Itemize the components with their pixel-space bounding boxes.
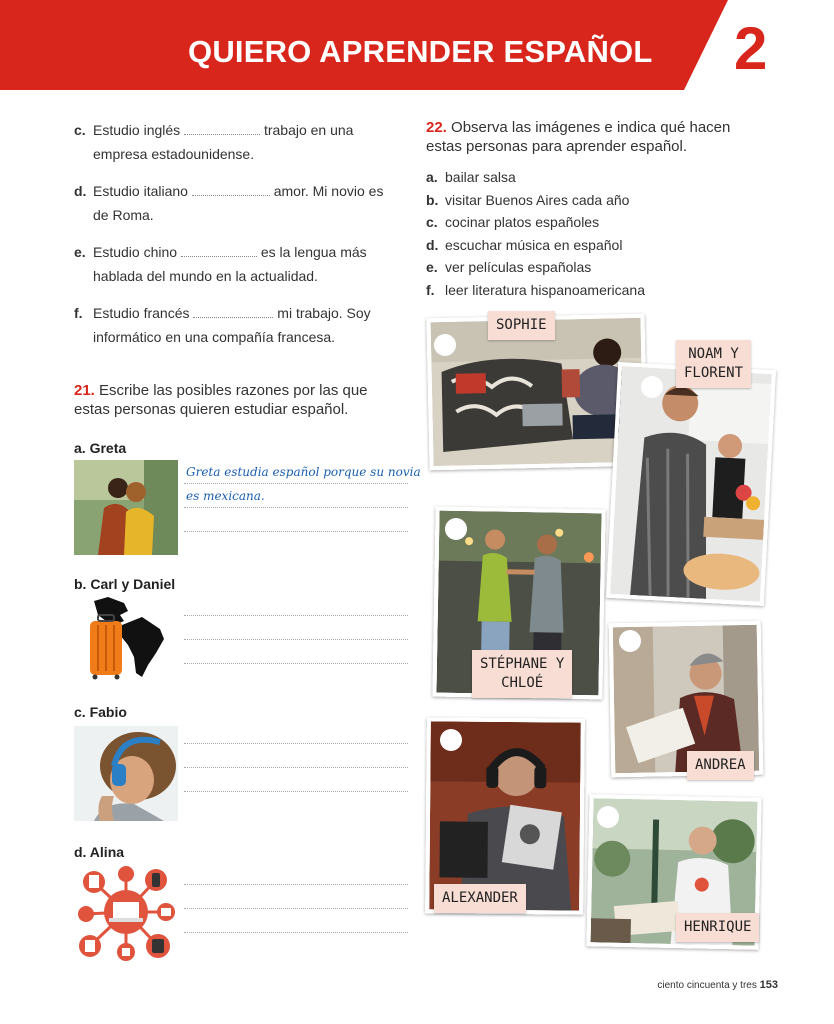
activity-list: [426, 166, 645, 301]
exercise-21-heading: 21. Escribe las posibles razones por las que estas personas quieren estudiar español.: [74, 382, 368, 418]
tag-andrea: ANDREA: [687, 751, 754, 780]
list-item: b. visitar Buenos Aires cada año: [426, 191, 630, 208]
page-number: 153: [759, 979, 778, 991]
answer-line[interactable]: [184, 616, 408, 640]
person-label-alina: d. Alina: [74, 844, 125, 860]
answer-line[interactable]: [184, 861, 408, 885]
answer-dot[interactable]: [440, 729, 462, 751]
answer-dot[interactable]: [445, 518, 467, 540]
answer-line[interactable]: [184, 909, 408, 933]
tag-noam-florent: NOAM Y FLORENT: [676, 340, 751, 388]
photo-greta: [74, 460, 178, 555]
answer-dot[interactable]: [597, 806, 619, 828]
answer-line[interactable]: [184, 720, 408, 744]
person-label-greta: a. Greta: [74, 440, 127, 456]
tag-alexander: ALEXANDER: [434, 884, 526, 913]
answer-dot[interactable]: [434, 334, 456, 356]
exercise-item-c: c. Estudio inglés trabajo en una empresa estadounidense.: [74, 122, 354, 162]
answer-lines-fabio: [184, 720, 408, 792]
photo-noam-florent: [606, 362, 776, 606]
fill-blank[interactable]: [192, 184, 270, 196]
title-banner: [0, 0, 834, 90]
suitcase-map-icon: [84, 595, 188, 681]
unit-number: 2: [734, 15, 768, 82]
answer-line[interactable]: [184, 508, 408, 532]
list-item: d. escuchar música en español: [426, 236, 623, 253]
list-item: e. ver películas españolas: [426, 259, 592, 275]
person-label-carl-daniel: b. Carl y Daniel: [74, 576, 176, 592]
exercise-22-heading: 22. Observa las imágenes e indica qué hacen estas personas para aprender español.: [426, 119, 731, 155]
list-item: a. bailar salsa: [426, 169, 516, 185]
tag-sophie: SOPHIE: [488, 311, 555, 340]
answer-line[interactable]: [184, 768, 408, 792]
page-footer: [657, 979, 778, 991]
fill-blank[interactable]: [181, 245, 257, 257]
answer-line[interactable]: Greta estudia español porque su novia: [184, 460, 408, 484]
answer-line[interactable]: [184, 885, 408, 909]
fill-blank[interactable]: [193, 306, 273, 318]
tag-stephane-chloe: STÉPHANE Y CHLOÉ: [472, 650, 572, 698]
answer-line[interactable]: es mexicana.: [184, 484, 408, 508]
exercise-item-d: d. Estudio italiano amor. Mi novio es de Roma.: [74, 183, 384, 223]
network-devices-icon: [76, 864, 180, 962]
list-item: f. leer literatura hispanoamericana: [426, 281, 645, 298]
answer-lines-alina: [184, 861, 408, 933]
page-title: QUIERO APRENDER ESPAÑOL: [188, 34, 653, 69]
list-item: c. cocinar platos españoles: [426, 214, 600, 230]
page-number-words: ciento cincuenta y tres: [657, 980, 757, 991]
answer-lines-carl-daniel: [184, 592, 408, 664]
exercise-item-f: f. Estudio francés mi trabajo. Soy informático en una compañía francesa.: [74, 305, 371, 345]
fill-blank[interactable]: [184, 123, 260, 135]
answer-dot[interactable]: [619, 630, 641, 652]
photo-fabio: [74, 726, 178, 821]
exercise-item-e: e. Estudio chino es la lengua más hablada del mundo en la actualidad.: [74, 244, 367, 284]
tag-henrique: HENRIQUE: [676, 913, 759, 942]
answer-lines-greta: [184, 460, 421, 532]
answer-line[interactable]: [184, 744, 408, 768]
person-label-fabio: c. Fabio: [74, 704, 127, 720]
answer-line[interactable]: [184, 640, 408, 664]
answer-dot[interactable]: [641, 376, 663, 398]
answer-line[interactable]: [184, 592, 408, 616]
